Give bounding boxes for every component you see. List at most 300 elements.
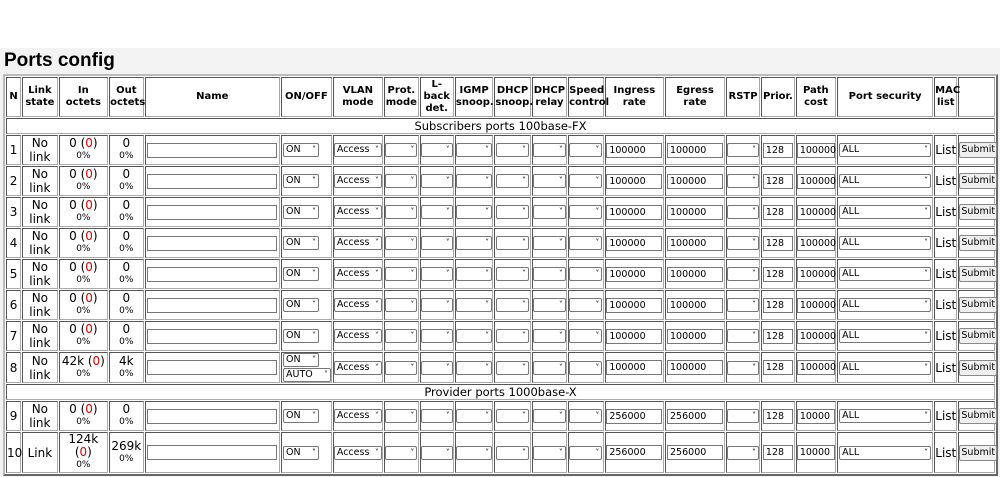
column-header: Prot. mode [384,77,418,117]
out-octets-cell [109,228,143,258]
in-octets-cell: 124k (0) 0% [59,432,109,473]
port-security-select-value: ALL [842,361,860,373]
mac-list-link[interactable]: List [935,409,957,423]
chevron-down-icon: ˅ [312,355,317,364]
onoff-select-value: ON [286,446,301,458]
prot-mode-select[interactable] [385,329,417,343]
mac-list-link[interactable]: List [935,360,957,375]
onoff-stack [282,329,331,343]
priority-cell [761,401,794,431]
submit-cell [958,321,995,351]
port-name-input[interactable] [147,205,277,220]
dhcp-snooping-select[interactable] [496,298,529,312]
dhcp-snooping-select[interactable] [496,409,529,423]
priority-input[interactable]: 128 [763,409,793,424]
chevron-down-icon: ˅ [558,207,563,216]
vlan-mode-select[interactable] [334,205,382,219]
chevron-down-icon: ˅ [924,300,929,309]
mac-list-link[interactable]: List [935,174,957,188]
egress-rate-input[interactable]: 100000 [667,205,723,220]
name-cell [145,290,281,320]
igmp-snooping-cell [455,352,493,383]
ingress-rate-input[interactable]: 256000 [606,445,662,460]
chevron-down-icon: ˅ [445,300,450,309]
link-state: No link [22,321,57,351]
port-security-select[interactable] [839,143,931,157]
out-octets-cell [109,290,143,320]
loopback-detect-cell [420,197,454,227]
rstp-cell [726,259,760,289]
rstp-select[interactable] [727,236,759,250]
onoff-cell [281,321,332,351]
igmp-snooping-select[interactable] [456,236,492,250]
vlan-mode-cell [333,259,384,289]
loopback-detect-select[interactable] [421,298,453,312]
igmp-snooping-select[interactable] [456,446,492,460]
path-cost-cell [796,352,836,383]
priority-cell [761,228,794,258]
loopback-detect-cell [420,321,454,351]
vlan-mode-cell [333,321,384,351]
chevron-down-icon: ˅ [410,411,415,420]
vlan-mode-select[interactable] [334,143,382,157]
path-cost-input[interactable]: 100000 [797,174,835,189]
chevron-down-icon: ˅ [374,300,379,309]
chevron-down-icon: ˅ [312,145,317,154]
igmp-snooping-select[interactable] [456,298,492,312]
loopback-detect-select[interactable] [421,329,453,343]
dhcp-snooping-select[interactable] [496,174,529,188]
chevron-down-icon: ˅ [924,447,929,457]
egress-rate-input[interactable]: 100000 [667,360,723,375]
ingress-rate-cell [605,352,665,383]
loopback-detect-select[interactable] [421,236,453,250]
priority-cell [761,432,794,473]
igmp-snooping-cell [455,228,493,258]
loopback-detect-select[interactable] [421,174,453,188]
dhcp-relay-select[interactable] [533,409,566,423]
speed-mode-select[interactable] [283,368,331,382]
dhcp-relay-select[interactable] [533,174,566,188]
dhcp-relay-select[interactable] [533,143,566,157]
prot-mode-select[interactable] [385,236,417,250]
in-octets-cell: 0 (0) 0% [59,197,109,227]
path-cost-input[interactable]: 100000 [797,267,835,282]
loopback-detect-select[interactable] [421,143,453,157]
submit-button[interactable]: Submit [959,297,997,313]
mac-list-link[interactable]: List [935,236,957,250]
igmp-snooping-select[interactable] [456,205,492,219]
priority-cell [761,321,794,351]
onoff-select-value: ON [286,237,301,248]
in-octets-percent: 0% [76,151,91,161]
chevron-down-icon: ˅ [595,207,600,216]
rstp-select[interactable] [727,446,759,460]
submit-button[interactable]: Submit [959,173,997,189]
loopback-detect-select[interactable] [421,409,453,423]
priority-input[interactable]: 128 [763,174,793,189]
out-octets-value: 0 [122,322,131,336]
egress-rate-input[interactable]: 100000 [667,174,723,189]
dhcp-relay-select[interactable] [533,361,566,375]
onoff-select-value: ON [286,144,301,155]
speed-control-select[interactable] [569,298,602,312]
port-security-select-value: ALL [842,299,860,310]
chevron-down-icon: ˅ [324,370,329,379]
onoff-cell [281,166,332,196]
speed-control-select[interactable] [569,446,602,460]
rstp-select[interactable] [727,409,759,423]
name-cell [145,259,281,289]
priority-input[interactable]: 128 [763,298,793,313]
chevron-down-icon: ˅ [558,176,563,185]
onoff-select[interactable] [283,409,319,423]
vlan-mode-cell [333,290,384,320]
igmp-snooping-cell [455,321,493,351]
speed-control-select[interactable] [569,174,602,188]
ingress-rate-input[interactable]: 100000 [606,174,662,189]
egress-rate-cell [665,290,725,320]
egress-rate-input[interactable]: 100000 [667,329,723,344]
dhcp-relay-select[interactable] [533,446,566,460]
onoff-select[interactable] [283,446,319,460]
ingress-rate-cell [605,228,665,258]
submit-button[interactable]: Submit [959,445,997,461]
loopback-detect-select[interactable] [421,267,453,281]
vlan-mode-select-value: Access [336,268,370,279]
mac-list-link[interactable]: List [935,267,957,281]
chevron-down-icon: ˅ [558,331,563,340]
submit-button[interactable]: Submit [959,204,997,220]
egress-rate-input[interactable]: 100000 [667,298,723,313]
vlan-mode-select[interactable] [334,267,382,281]
rstp-select[interactable] [727,143,759,157]
dhcp-snooping-cell [494,321,530,351]
port-security-select[interactable] [839,409,931,423]
rstp-select[interactable] [727,174,759,188]
port-security-select-value: ALL [842,410,860,421]
loopback-detect-select[interactable] [421,205,453,219]
loopback-detect-select[interactable] [421,446,453,460]
port-security-select[interactable] [839,174,931,188]
column-header: Prior. [761,77,794,117]
column-header: Name [145,77,281,117]
dhcp-snooping-select[interactable] [496,236,529,250]
port-name-input[interactable] [147,236,277,251]
onoff-cell [281,290,332,320]
onoff-stack [282,267,331,281]
onoff-select-value: ON [286,299,301,310]
port-security-select[interactable] [839,267,931,281]
dhcp-snooping-cell [494,432,530,473]
igmp-snooping-select[interactable] [456,409,492,423]
out-octets-value: 4k [119,353,134,368]
priority-input[interactable]: 128 [763,267,793,282]
priority-input[interactable]: 128 [763,360,793,375]
path-cost-input[interactable]: 100000 [797,236,835,251]
prot-mode-select[interactable] [385,298,417,312]
in-octets-cell: 0 (0) 0% [59,259,109,289]
chevron-down-icon: ˅ [522,238,527,247]
chevron-down-icon: ˅ [752,207,757,216]
ingress-rate-input[interactable]: 100000 [606,298,662,313]
egress-rate-cell [665,197,725,227]
igmp-snooping-select[interactable] [456,267,492,281]
out-octets-cell [109,135,143,165]
out-octets-cell [109,352,143,383]
port-name-input[interactable] [147,360,277,375]
rstp-cell [726,401,760,431]
out-octets-cell [109,401,143,431]
dhcp-snooping-select[interactable] [496,446,529,460]
priority-input[interactable]: 128 [763,236,793,251]
onoff-select[interactable] [283,353,319,367]
egress-rate-input[interactable]: 100000 [667,143,723,158]
prot-mode-select[interactable] [385,267,417,281]
priority-input[interactable]: 128 [763,445,793,460]
vlan-mode-select[interactable] [334,236,382,250]
port-number: 8 [6,352,21,383]
dhcp-snooping-select[interactable] [496,267,529,281]
chevron-down-icon: ˅ [485,331,490,340]
path-cost-cell [796,259,836,289]
egress-rate-cell [665,401,725,431]
rstp-select[interactable] [727,361,759,375]
mac-list-link[interactable]: List [935,298,957,312]
igmp-snooping-select[interactable] [456,143,492,157]
speed-control-select[interactable] [569,409,602,423]
chevron-down-icon: ˅ [522,176,527,185]
igmp-snooping-select[interactable] [456,361,492,375]
ingress-rate-input[interactable]: 100000 [606,236,662,251]
egress-rate-cell [665,135,725,165]
prot-mode-select[interactable] [385,143,417,157]
table-row [6,401,995,431]
dhcp-snooping-select[interactable] [496,205,529,219]
priority-input[interactable]: 128 [763,143,793,158]
port-security-select[interactable] [839,298,931,312]
ingress-rate-input[interactable]: 100000 [606,329,662,344]
path-cost-input[interactable]: 100000 [797,360,835,375]
vlan-mode-cell [333,197,384,227]
port-security-select[interactable] [839,236,931,250]
in-octets-cell: 0 (0) 0% [59,135,109,165]
vlan-mode-select-value: Access [336,144,370,155]
speed-control-select[interactable] [569,205,602,219]
chevron-down-icon: ˅ [595,145,600,154]
igmp-snooping-cell [455,135,493,165]
chevron-down-icon: ˅ [445,331,450,340]
chevron-down-icon: ˅ [445,207,450,216]
onoff-select[interactable] [283,205,319,219]
table-row [6,228,995,258]
igmp-snooping-select[interactable] [456,329,492,343]
rstp-select[interactable] [727,298,759,312]
port-security-select[interactable] [839,205,931,219]
submit-button[interactable]: Submit [959,266,997,282]
vlan-mode-select[interactable] [334,298,382,312]
onoff-select-value: ON [286,268,301,279]
dhcp-snooping-select[interactable] [496,143,529,157]
out-octets-cell [109,197,143,227]
port-name-input[interactable] [147,174,277,189]
path-cost-input[interactable]: 100000 [797,143,835,158]
prot-mode-select[interactable] [385,361,417,375]
submit-button[interactable]: Submit [959,142,997,158]
prot-mode-cell [384,321,418,351]
dhcp-relay-cell [532,135,567,165]
prot-mode-select[interactable] [385,409,417,423]
submit-button[interactable]: Submit [959,360,997,376]
onoff-select[interactable] [283,267,319,281]
prot-mode-select[interactable] [385,446,417,460]
chevron-down-icon: ˅ [410,331,415,340]
mac-list-link[interactable]: List [935,445,957,460]
link-state: No link [22,197,57,227]
dhcp-snooping-select[interactable] [496,361,529,375]
igmp-snooping-select[interactable] [456,174,492,188]
onoff-select[interactable] [283,298,319,312]
loopback-detect-select[interactable] [421,361,453,375]
dhcp-relay-select[interactable] [533,205,566,219]
speed-control-select[interactable] [569,329,602,343]
mac-list-link[interactable]: List [935,329,957,343]
speed-control-select[interactable] [569,267,602,281]
dhcp-relay-select[interactable] [533,329,566,343]
port-name-input[interactable] [147,445,277,460]
port-name-input[interactable] [147,143,277,158]
loopback-detect-cell [420,432,454,473]
out-octets-value: 0 [122,291,131,305]
egress-rate-input[interactable]: 256000 [667,445,723,460]
chevron-down-icon: ˅ [410,269,415,278]
ingress-rate-input[interactable]: 100000 [606,205,662,220]
mac-list-link[interactable]: List [935,205,957,219]
path-cost-input[interactable]: 100000 [797,205,835,220]
egress-rate-input[interactable]: 256000 [667,409,723,424]
link-state: No link [22,166,57,196]
column-header: N [6,77,21,117]
dhcp-relay-select[interactable] [533,298,566,312]
onoff-select[interactable] [283,143,319,157]
ingress-rate-input[interactable]: 100000 [606,143,662,158]
priority-input[interactable]: 128 [763,329,793,344]
submit-button[interactable]: Submit [959,408,997,424]
submit-button[interactable]: Submit [959,328,997,344]
chevron-down-icon: ˅ [485,238,490,247]
vlan-mode-cell [333,352,384,383]
path-cost-cell [796,197,836,227]
path-cost-input[interactable]: 100000 [797,329,835,344]
vlan-mode-select[interactable] [334,361,382,375]
chevron-down-icon: ˅ [374,207,379,216]
column-header: In octets [59,77,109,117]
vlan-mode-select[interactable] [334,174,382,188]
submit-button[interactable]: Submit [959,235,997,251]
chevron-down-icon: ˅ [374,447,379,457]
chevron-down-icon: ˅ [558,447,563,457]
onoff-stack [282,353,331,382]
speed-control-select[interactable] [569,143,602,157]
in-octets-percent: 0% [76,213,91,223]
onoff-select[interactable] [283,174,319,188]
port-security-select[interactable] [839,446,931,460]
egress-rate-input[interactable]: 100000 [667,267,723,282]
port-name-input[interactable] [147,267,277,282]
priority-cell [761,352,794,383]
onoff-select[interactable] [283,236,319,250]
rstp-cell [726,321,760,351]
onoff-select[interactable] [283,329,319,343]
chevron-down-icon: ˅ [752,145,757,154]
priority-input[interactable]: 128 [763,205,793,220]
mac-list-link[interactable]: List [935,143,957,157]
column-header: Out octets [109,77,143,117]
column-header: Path cost [796,77,836,117]
port-security-select-value: ALL [842,144,860,155]
egress-rate-input[interactable]: 100000 [667,236,723,251]
speed-control-select[interactable] [569,361,602,375]
speed-control-select[interactable] [569,236,602,250]
port-number: 9 [6,401,21,431]
vlan-mode-select[interactable] [334,446,382,460]
dhcp-relay-select[interactable] [533,267,566,281]
vlan-mode-select[interactable] [334,329,382,343]
dhcp-snooping-select[interactable] [496,329,529,343]
chevron-down-icon: ˅ [522,411,527,420]
ingress-rate-input[interactable]: 100000 [606,267,662,282]
chevron-down-icon: ˅ [924,145,929,154]
port-name-input[interactable] [147,409,277,424]
rstp-select[interactable] [727,205,759,219]
ingress-rate-input[interactable]: 100000 [606,360,662,375]
chevron-down-icon: ˅ [445,411,450,420]
rstp-select[interactable] [727,329,759,343]
chevron-down-icon: ˅ [558,269,563,278]
path-cost-input[interactable]: 10000 [797,409,835,424]
out-octets-percent: 0% [119,244,134,254]
path-cost-input[interactable]: 100000 [797,298,835,313]
port-security-select[interactable] [839,329,931,343]
ingress-rate-cell [605,259,665,289]
prot-mode-select[interactable] [385,205,417,219]
onoff-stack [282,143,331,157]
mac-list-cell [934,290,957,320]
port-security-select[interactable] [839,361,931,375]
mac-list-cell [934,135,957,165]
priority-cell [761,166,794,196]
name-cell [145,166,281,196]
rstp-cell [726,432,760,473]
onoff-cell [281,228,332,258]
ingress-rate-input[interactable]: 256000 [606,409,662,424]
prot-mode-cell [384,432,418,473]
port-name-input[interactable] [147,329,277,344]
chevron-down-icon: ˅ [558,362,563,372]
path-cost-input[interactable]: 10000 [797,445,835,460]
port-name-input[interactable] [147,298,277,313]
out-octets-percent: 0% [119,213,134,223]
rstp-select[interactable] [727,267,759,281]
prot-mode-select[interactable] [385,174,417,188]
chevron-down-icon: ˅ [522,207,527,216]
table-row [6,290,995,320]
port-security-cell [837,432,933,473]
vlan-mode-select[interactable] [334,409,382,423]
speed-control-cell [568,166,603,196]
dhcp-relay-select[interactable] [533,236,566,250]
link-state: Link [22,432,57,473]
